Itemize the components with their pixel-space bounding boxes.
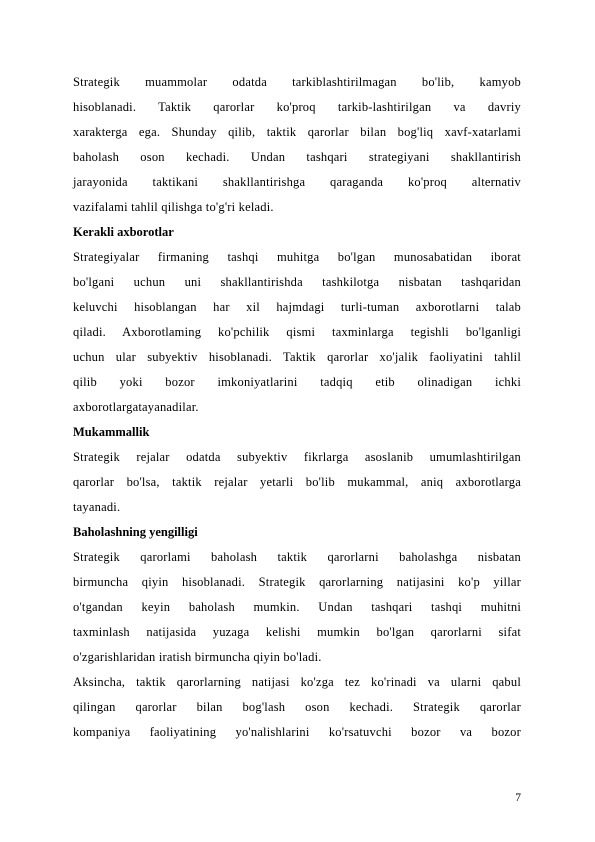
text-line: Strategiyalar firmaning tashqi muhitga bo'lgan munosabatidan iborat bbox=[73, 250, 521, 264]
section-heading: Kerakli axborotlar bbox=[73, 225, 174, 239]
document-body bbox=[73, 70, 521, 745]
text-line: axborotlargatayanadilar. bbox=[73, 400, 199, 414]
text-line: jarayonida taktikani shakllantirishga qaraganda ko'proq alternativ bbox=[73, 175, 521, 189]
section-heading: Baholashning yengilligi bbox=[73, 525, 198, 539]
text-line: qarorlar bo'lsa, taktik rejalar yetarli bo'lib mukammal, aniq axborotlarga bbox=[73, 475, 521, 489]
text-line: qilib yoki bozor imkoniyatlarini tadqiq etib olinadigan ichki bbox=[73, 375, 521, 389]
text-line: bo'lgani uchun uni shakllantirishda tashkilotga nisbatan tashqaridan bbox=[73, 275, 521, 289]
text-line: taxminlash natijasida yuzaga kelishi mumkin bo'lgan qarorlarni sifat bbox=[73, 625, 521, 639]
text-line: xarakterga ega. Shunday qilib, taktik qarorlar bilan bog'liq xavf-xatarlami bbox=[73, 125, 521, 139]
text-line: keluvchi hisoblangan har xil hajmdagi turli-tuman axborotlarni talab bbox=[73, 300, 521, 314]
text-line: hisoblanadi. Taktik qarorlar ko'proq tarkib-lashtirilgan va davriy bbox=[73, 100, 521, 114]
text-line: qilingan qarorlar bilan bog'lash oson kechadi. Strategik qarorlar bbox=[73, 700, 521, 714]
page-number: 7 bbox=[515, 792, 521, 804]
text-line: baholash oson kechadi. Undan tashqari strategiyani shakllantirish bbox=[73, 150, 521, 164]
text-line: uchun ular subyektiv hisoblanadi. Taktik qarorlar xo'jalik faoliyatini tahlil bbox=[73, 350, 521, 364]
text-line: o'tgandan keyin baholash mumkin. Undan tashqari tashqi muhitni bbox=[73, 600, 521, 614]
text-line: Strategik muammolar odatda tarkiblashtirilmagan bo'lib, kamyob bbox=[73, 75, 521, 89]
text-line: qiladi. Axborotlaming ko'pchilik qismi taxminlarga tegishli bo'lganligi bbox=[73, 325, 521, 339]
text-line: kompaniya faoliyatining yo'nalishlarini ko'rsatuvchi bozor va bozor bbox=[73, 725, 521, 739]
text-line: tayanadi. bbox=[73, 500, 121, 514]
text-line: birmuncha qiyin hisoblanadi. Strategik qarorlarning natijasini ko'p yillar bbox=[73, 575, 521, 589]
section-heading: Mukammallik bbox=[73, 425, 150, 439]
text-line: Strategik rejalar odatda subyektiv fikrlarga asoslanib umumlashtirilgan bbox=[73, 450, 521, 464]
text-line: vazifalami tahlil qilishga to'g'ri keladi. bbox=[73, 200, 274, 214]
text-line: Aksincha, taktik qarorlarning natijasi ko'zga tez ko'rinadi va ularni qabul bbox=[73, 675, 521, 689]
text-line: Strategik qarorlami baholash taktik qarorlarni baholashga nisbatan bbox=[73, 550, 521, 564]
text-line: o'zgarishlaridan iratish birmuncha qiyin bo'ladi. bbox=[73, 650, 322, 664]
